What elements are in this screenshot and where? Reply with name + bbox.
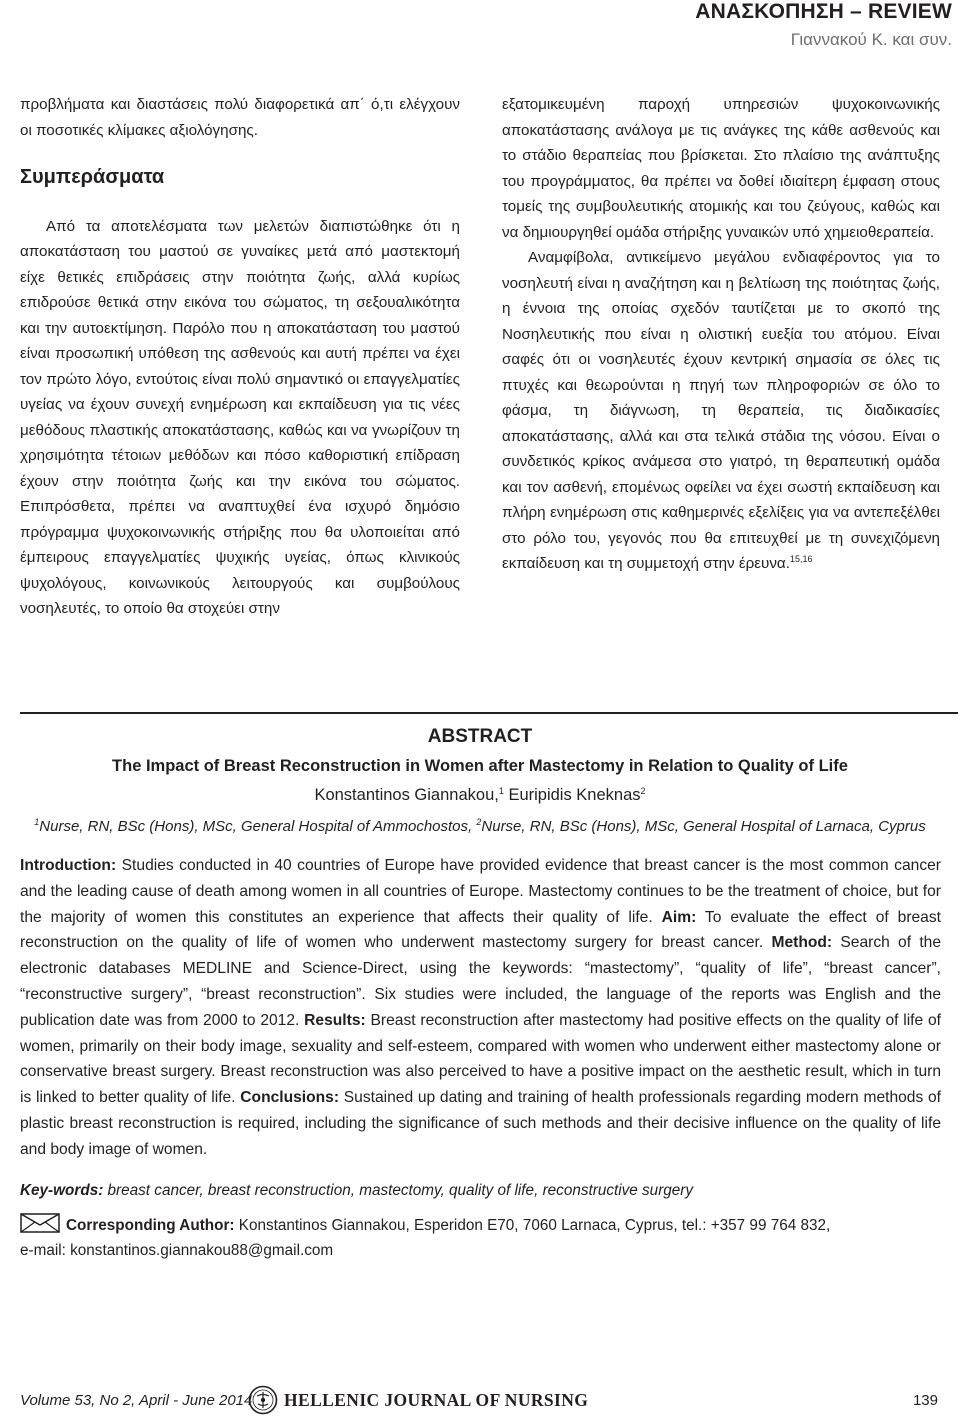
right-column bbox=[502, 92, 940, 577]
left-column bbox=[20, 92, 460, 622]
intro-text: Studies conducted in 40 countries of Europe have provided evidence that breast cancer is the most common cancer and the leading cause of death among women in all countries of Europe. Mastectomy continues to be the treatment of choice, but for the majority of women this constitutes an experience that affects their quality of life. bbox=[20, 857, 941, 926]
page-number: 139 bbox=[912, 1392, 938, 1409]
conclusions-paragraph: Από τα αποτελέσματα των μελετών διαπιστώθηκε ότι η αποκατάσταση του μαστού σε γυναίκες μετά από μαστεκτομή είχε θετικές επιδράσεις στην ποιότητα ζωής, αλλά κυρίως επιδρούσε θετικά στην εικόνα του σώματος, τη σεξουαλικότητα και την αυτοεκτίμηση. Παρόλο που η αποκατάσταση του μαστού είναι προσωπική υπόθεση της ασθενούς και αυτή πρέπει να έχει τον πρώτο λόγο, εντούτοις είναι πολύ σημαντικό οι επαγγελματίες υγείας να έχουν συνεχή ενημέρωση και εκπαίδευση για τις νέες μεθόδους πλαστικής αποκατάστασης, καθώς και να γνωρίζουν τη χρησιμότητα τέτοιων μεθόδων και πόσο καθοριστική επίδραση έχουν στην ποιότητα ζωής και την εικόνα του σώματος. Επιπρόσθετα, πρέπει να αναπτυχθεί ένα ισχυρό δημόσιο πρόγραμμα ψυχοκοινωνικής στήριξης που θα υλοποιείται από έμπειρους επαγγελματίες ψυχικής υγείας, όπως κλινικούς ψυχολόγους, κοινωνικούς λειτουργούς και συμβούλους νοσηλευτές, το οποίο θα στοχεύει στην bbox=[20, 217, 460, 617]
reference-marker: 15,16 bbox=[789, 554, 813, 564]
aim-label: Aim: bbox=[661, 908, 697, 926]
envelope-icon bbox=[20, 1213, 60, 1233]
aim-text: To evaluate the effect of breast reconstruction on the quality of life of women who underwent mastectomy surgery for breast cancer. bbox=[20, 908, 941, 952]
affiliation-2: Nurse, RN, BSc (Hons), MSc, General Hospital of Larnaca, Cyprus bbox=[481, 818, 926, 835]
affiliations bbox=[0, 818, 960, 835]
section-title-conclusions: Συμπεράσματα bbox=[20, 166, 165, 188]
author-list bbox=[0, 786, 960, 805]
abstract-body bbox=[20, 853, 941, 1163]
method-text: Search of the electronic databases MEDLINE and Science-Direct, using the keywords: “mastectomy”, “quality of life”, “breast cancer”, “reconstructive surgery”, “breast reconstruction”. Six studies were included, the language of the reports was English and the publication date was from 2000 to 2012. bbox=[20, 934, 942, 1029]
author-1-affiliation-marker: 1 bbox=[498, 786, 504, 796]
author-1: Konstantinos Giannakou, bbox=[314, 786, 499, 804]
right-paragraph-2-text: Αναμφίβολα, αντικείμενο μεγάλου ενδιαφέροντος για το νοσηλευτή είναι η αναζήτηση και η βελτίωση της ποιότητας ζωής, η έννοια της οποίας σχεδόν ταυτίζεται με το σκοπό της Νοσηλευτικής που είναι η ολιστική ευεξία του ατόμου. Είναι σαφές ότι οι νοσηλευτές έχουν κεντρική σημασία σε όλες τις πτυχές και θεωρούνται η πηγή των πληροφοριών σε όλο το φάσμα, τη διάγνωση, τη θεραπεία, τις διαδικασίες αποκατάστασης, αλλά και στα τελικά στάδια της νόσου. Είναι ο συνδετικός κρίκος ανάμεσα στο γιατρό, τη θεραπευτική ομάδα και τον ασθενή, επομένως οφείλει να έχει σωστή εκπαίδευση και πλήρη ενημέρωση στις καθημερινές εξελίξεις για να αντεπεξέλθει στο ρόλο του, γεγονός που θα επιτευχθεί με τη συνεχιζόμενη εκπαίδευση και τη συμμετοχή στην έρευνα. bbox=[502, 249, 940, 572]
abstract-heading: ABSTRACT bbox=[427, 726, 533, 747]
results-text: Breast reconstruction after mastectomy had positive effects on the quality of life of women, primarily on their body image, sexuality and self-esteem, compared with women who underwent either mastectomy alone or conservative breast surgery. Breast reconstruction was also perceived to have a positive impact on the aesthetic result, which in turn is linked to better quality of life. bbox=[20, 1011, 941, 1107]
section-label: ΑΝΑΣΚΟΠΗΣΗ – REVIEW bbox=[695, 0, 952, 23]
intro-label: Introduction: bbox=[20, 857, 117, 874]
journal-name: HELLENIC JOURNAL OF NURSING bbox=[284, 1390, 589, 1410]
corresponding-author-address: Konstantinos Giannakou, Esperidon E70, 7060 Larnaca, Cyprus, tel.: +357 99 764 832, bbox=[234, 1217, 831, 1234]
conclusions-text: Sustained up dating and training of health professionals regarding modern methods of plastic breast reconstruction is required, including the significance of such methods and their decisive influence on the quality of life and body image of women. bbox=[20, 1089, 941, 1158]
method-label: Method: bbox=[771, 934, 833, 952]
keywords-text: breast cancer, breast reconstruction, mastectomy, quality of life, reconstructive surgery bbox=[103, 1182, 694, 1199]
conclusions-label: Conclusions: bbox=[240, 1089, 340, 1107]
intro-text: προβλήματα και διαστάσεις πολύ διαφορετικά απ΄ ό,τι ελέγχουν οι ποσοτικές κλίμακες αξιολόγησης. bbox=[20, 96, 460, 139]
corresponding-author bbox=[20, 1213, 941, 1263]
article-title: The Impact of Breast Reconstruction in Women after Mastectomy in Relation to Quality of Life bbox=[112, 757, 848, 775]
corresponding-author-email: e-mail: konstantinos.giannakou88@gmail.com bbox=[20, 1241, 334, 1259]
affiliation-2-marker: 2 bbox=[476, 817, 482, 827]
volume-info: Volume 53, No 2, April - June 2014 bbox=[20, 1392, 253, 1409]
right-paragraph-1: εξατομικευμένη παροχή υπηρεσιών ψυχοκοινωνικής αποκατάστασης ανάλογα με τις ανάγκες της κάθε ασθενούς και το στάδιο θεραπείας που βρίσκεται. Στο πλαίσιο της ανάπτυξης του προγράμματος, θα πρέπει να δοθεί ιδιαίτερη έμφαση στους τομείς της συμβουλευτικής ατομικής και του ζεύγους, καθώς και να δημιουργηθεί ομάδα στήριξης γυναικών υπό χημειοθεραπεία. bbox=[502, 96, 940, 241]
right-paragraph-2 bbox=[502, 245, 940, 577]
keywords-label: Key-words: bbox=[20, 1182, 104, 1199]
affiliation-1-marker: 1 bbox=[34, 817, 40, 827]
section-divider bbox=[20, 712, 958, 714]
author-2: Euripidis Kneknas bbox=[503, 786, 641, 804]
affiliation-1: Nurse, RN, BSc (Hons), MSc, General Hospital of Ammochostos, bbox=[39, 818, 477, 835]
corresponding-author-label: Corresponding Author: bbox=[66, 1217, 235, 1234]
results-label: Results: bbox=[304, 1011, 366, 1029]
author-2-affiliation-marker: 2 bbox=[640, 786, 646, 796]
journal-logo-icon bbox=[248, 1385, 278, 1415]
running-authors: Γιαννακού Κ. και συν. bbox=[790, 30, 952, 49]
keywords bbox=[20, 1182, 693, 1200]
